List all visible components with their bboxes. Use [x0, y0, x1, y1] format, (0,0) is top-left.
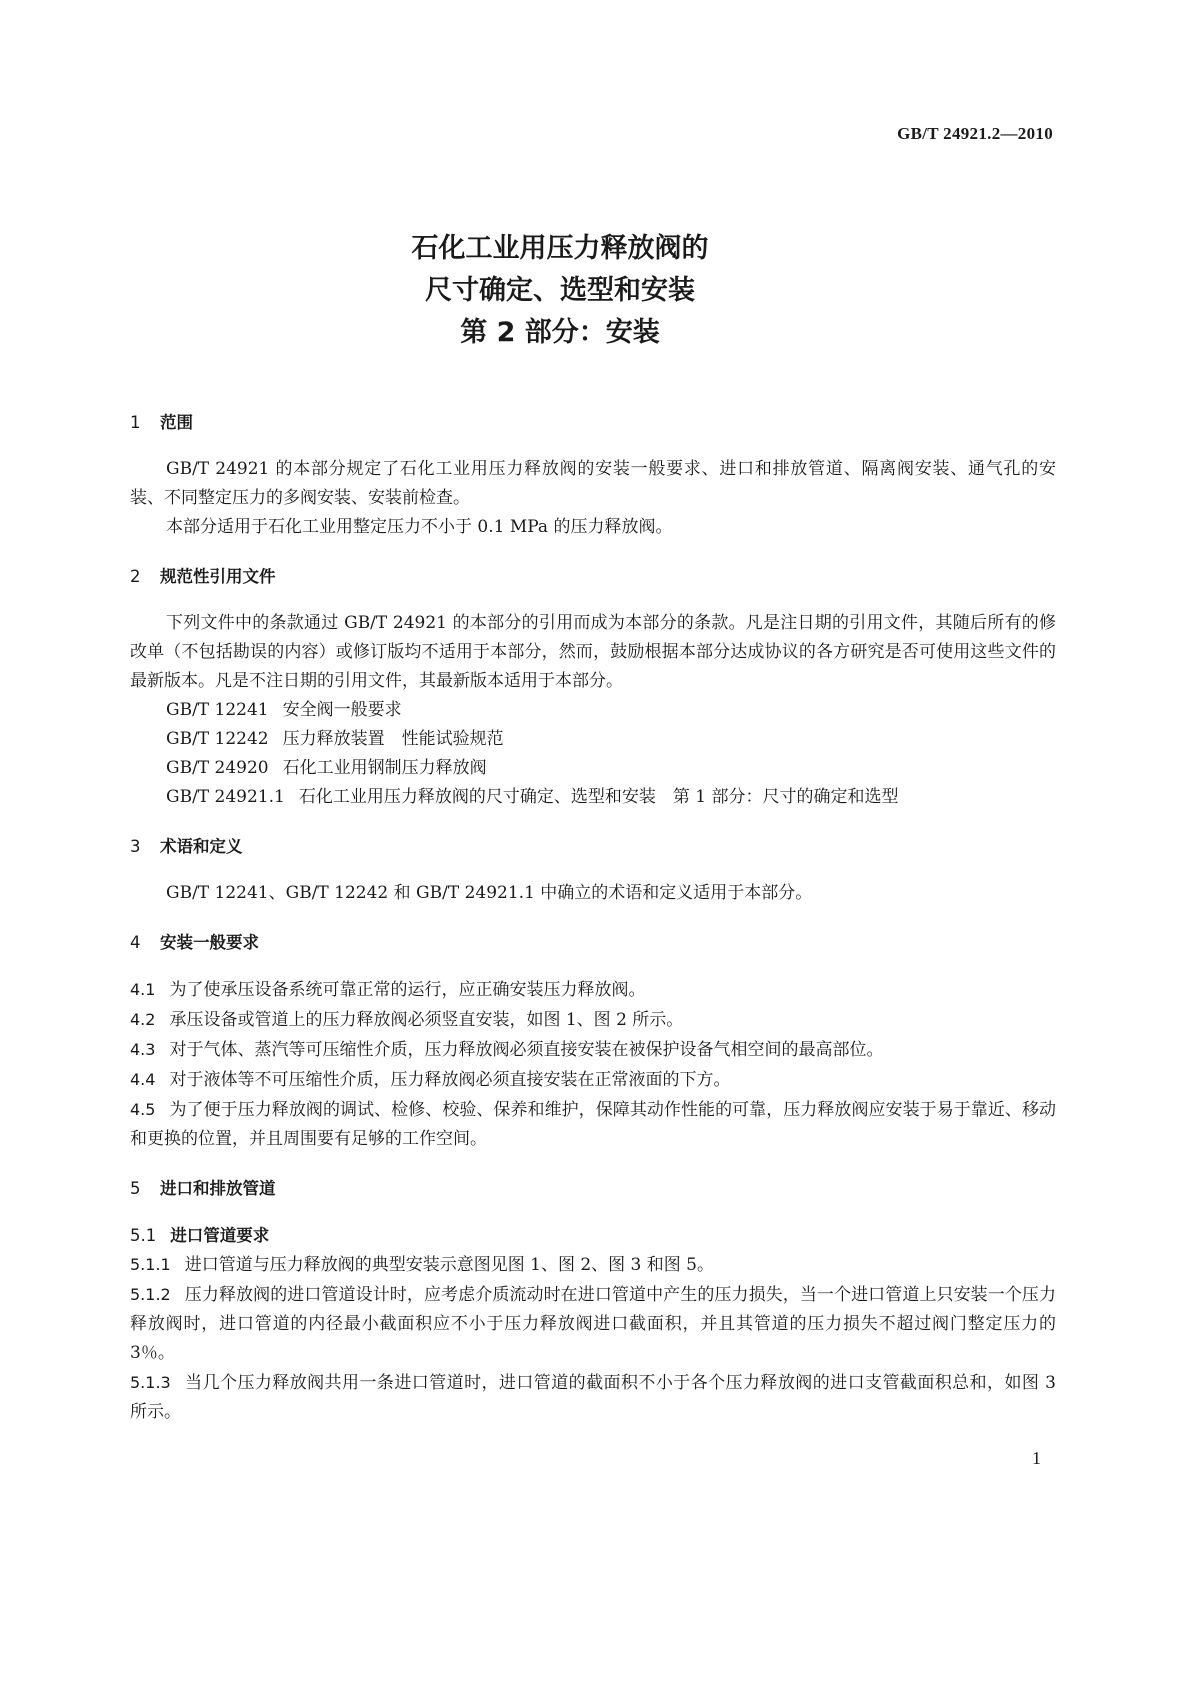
section-2-heading: 2 规范性引用文件 [130, 567, 276, 586]
section-1-heading: 1 范围 [130, 413, 193, 432]
title-line-3: 第 2 部分：安装 [460, 317, 660, 348]
clause-4-4: 4.4 对于液体等不可压缩性介质，压力释放阀必须直接安装在正常液面的下方。 [130, 1070, 731, 1090]
document-code: GB/T 24921.2—2010 [897, 124, 1053, 143]
clause-4-5: 4.5 为了便于压力释放阀的调试、检修、校验、保养和维护，保障其动作性能的可靠，压力释放阀应安装于易于靠近、移动和更换的位置，并且周围要有足够的工作空间。 [130, 1100, 1056, 1149]
subsection-5-1-heading: 5.1 进口管道要求 [130, 1226, 270, 1245]
title-line-2: 尺寸确定、选型和安装 [425, 275, 695, 306]
normative-reference: GB/T 24921.1 石化工业用压力释放阀的尺寸确定、选型和安装 第 1 部分：尺寸的确定和选型 [166, 787, 899, 807]
clause-5-1-2: 5.1.2 压力释放阀的进口管道设计时，应考虑介质流动时在进口管道中产生的压力损失，当一个进口管道上只安装一个压力释放阀时，进口管道的内径最小截面积应不小于压力释放阀进口截面积，并且其管道的压力损失不超过阀门整定压力的 3％。 [130, 1285, 1056, 1363]
section-5-heading: 5 进口和排放管道 [130, 1179, 276, 1198]
section-1-para-2: 本部分适用于石化工业用整定压力不小于 0.1 MPa 的压力释放阀。 [166, 517, 673, 537]
clause-5-1-3: 5.1.3 当几个压力释放阀共用一条进口管道时，进口管道的截面积不小于各个压力释放阀的进口支管截面积总和，如图 3 所示。 [130, 1373, 1056, 1422]
document-body [130, 408, 1056, 1427]
section-1-para-1: GB/T 24921 的本部分规定了石化工业用压力释放阀的安装一般要求、进口和排放管道、隔离阀安装、通气孔的安装、不同整定压力的多阀安装、安装前检查。 [130, 459, 1056, 508]
clause-4-2: 4.2 承压设备或管道上的压力释放阀必须竖直安装，如图 1、图 2 所示。 [130, 1010, 684, 1030]
section-4-heading: 4 安装一般要求 [130, 933, 259, 952]
normative-reference: GB/T 12242 压力释放装置 性能试验规范 [166, 729, 504, 749]
normative-reference: GB/T 12241 安全阀一般要求 [166, 700, 402, 720]
section-3-heading: 3 术语和定义 [130, 837, 243, 856]
document-title [0, 228, 1120, 354]
section-2-para-1: 下列文件中的条款通过 GB/T 24921 的本部分的引用而成为本部分的条款。凡是注日期的引用文件，其随后所有的修改单（不包括勘误的内容）或修订版均不适用于本部分，然而，鼓励根据本部分达成协议的各方研究是否可使用这些文件的最新版本。凡是不注日期的引用文件，其最新版本适用于本部分。 [130, 613, 1056, 691]
title-line-1: 石化工业用压力释放阀的 [411, 233, 709, 264]
page-number: 1 [1032, 1448, 1041, 1468]
clause-4-1: 4.1 为了使承压设备系统可靠正常的运行，应正确安装压力释放阀。 [130, 980, 646, 1000]
normative-reference: GB/T 24920 石化工业用钢制压力释放阀 [166, 758, 487, 778]
clause-5-1-1: 5.1.1 进口管道与压力释放阀的典型安装示意图见图 1、图 2、图 3 和图 5。 [130, 1255, 715, 1275]
clause-4-3: 4.3 对于气体、蒸汽等可压缩性介质，压力释放阀必须直接安装在被保护设备气相空间的最高部位。 [130, 1040, 884, 1060]
section-3-para-1: GB/T 12241、GB/T 12242 和 GB/T 24921.1 中确立的术语和定义适用于本部分。 [166, 883, 813, 903]
